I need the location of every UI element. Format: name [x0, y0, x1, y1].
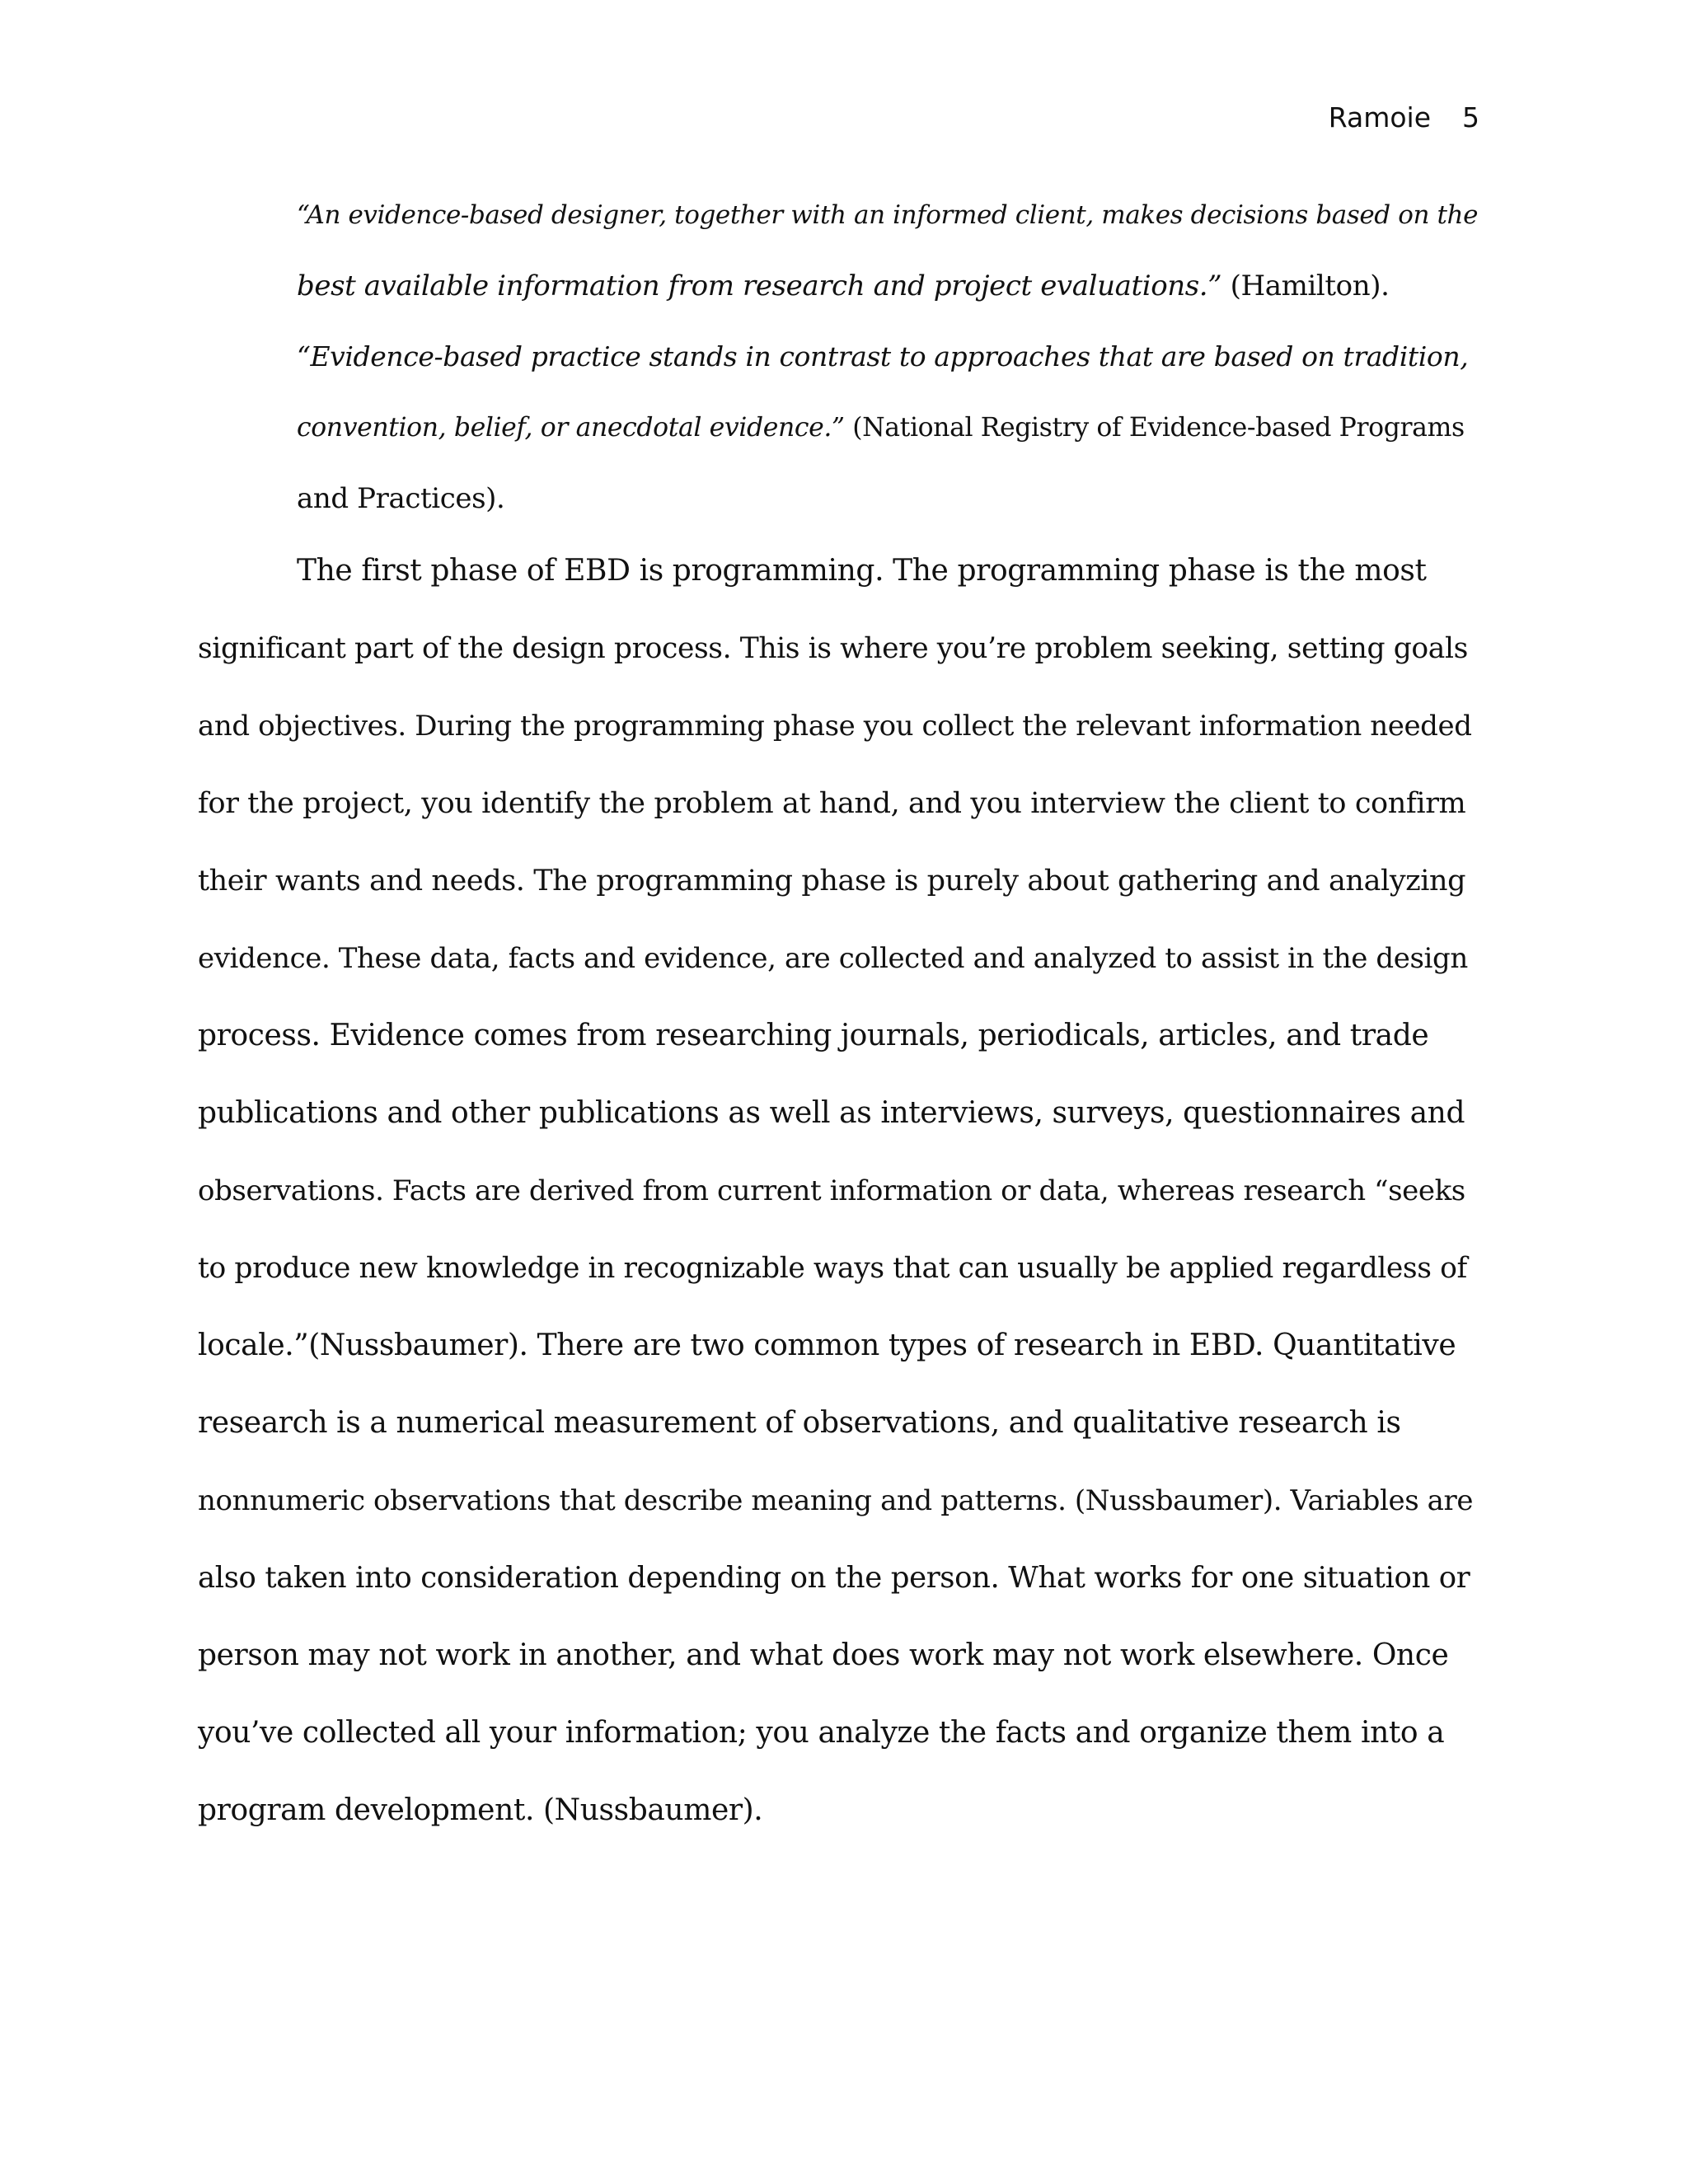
paragraph-line: person may not work in another, and what does work may not work elsewhere. Once [198, 1638, 1449, 1672]
paragraph-line: research is a numerical measurement of observations, and qualitative research is [198, 1406, 1401, 1440]
running-head [1329, 97, 1479, 138]
quote-line [297, 265, 1390, 307]
paragraph-line: observations. Facts are derived from current information or data, whereas research “seeks [198, 1174, 1465, 1207]
paragraph-line: process. Evidence comes from researching journals, periodicals, articles, and trade [198, 1019, 1429, 1052]
quote-citation: and Practices). [297, 482, 505, 515]
paragraph-line: evidence. These data, facts and evidence, are collected and analyzed to assist in the design [198, 942, 1468, 975]
paragraph-line: nonnumeric observations that describe meaning and patterns. (Nussbaumer). Variables are [198, 1484, 1474, 1517]
author-name: Ramoie [1328, 101, 1431, 134]
quote-line [297, 336, 1468, 377]
quote-text: convention, belief, or anecdotal evidence.” [297, 413, 845, 443]
paragraph-line: significant part of the design process. This is where you’re problem seeking, setting goals [198, 632, 1468, 665]
quote-text: best available information from research and project evaluations.” [297, 269, 1222, 302]
quote-text: “Evidence-based practice stands in contrast to approaches that are based on tradition, [297, 340, 1469, 373]
quote-line [297, 194, 1478, 236]
quote-line [297, 478, 504, 519]
quote-text: “An evidence-based designer, together with an informed client, makes decisions based on the [297, 200, 1479, 230]
quote-line [297, 407, 1465, 448]
paragraph-line: publications and other publications as well as interviews, surveys, questionnaires and [198, 1096, 1465, 1130]
paragraph-line: and objectives. During the programming phase you collect the relevant information needed [198, 710, 1472, 743]
paragraph-line: you’ve collected all your information; you analyze the facts and organize them into a [198, 1716, 1445, 1750]
paragraph-line: for the project, you identify the problem at hand, and you interview the client to confirm [198, 787, 1466, 820]
quote-citation: (National Registry of Evidence-based Programs [844, 413, 1465, 443]
quote-citation: (Hamilton). [1221, 269, 1390, 302]
paragraph-line: program development. (Nussbaumer). [198, 1793, 763, 1827]
page-number: 5 [1462, 101, 1479, 134]
paragraph-line: to produce new knowledge in recognizable ways that can usually be applied regardless of [198, 1252, 1467, 1285]
paragraph-line: their wants and needs. The programming phase is purely about gathering and analyzing [198, 865, 1466, 898]
paragraph-line: The first phase of EBD is programming. The programming phase is the most [297, 554, 1427, 588]
paragraph-line: also taken into consideration depending on the person. What works for one situation or [198, 1561, 1470, 1595]
paragraph-line: locale.”(Nussbaumer). There are two common types of research in EBD. Quantitative [198, 1329, 1456, 1362]
